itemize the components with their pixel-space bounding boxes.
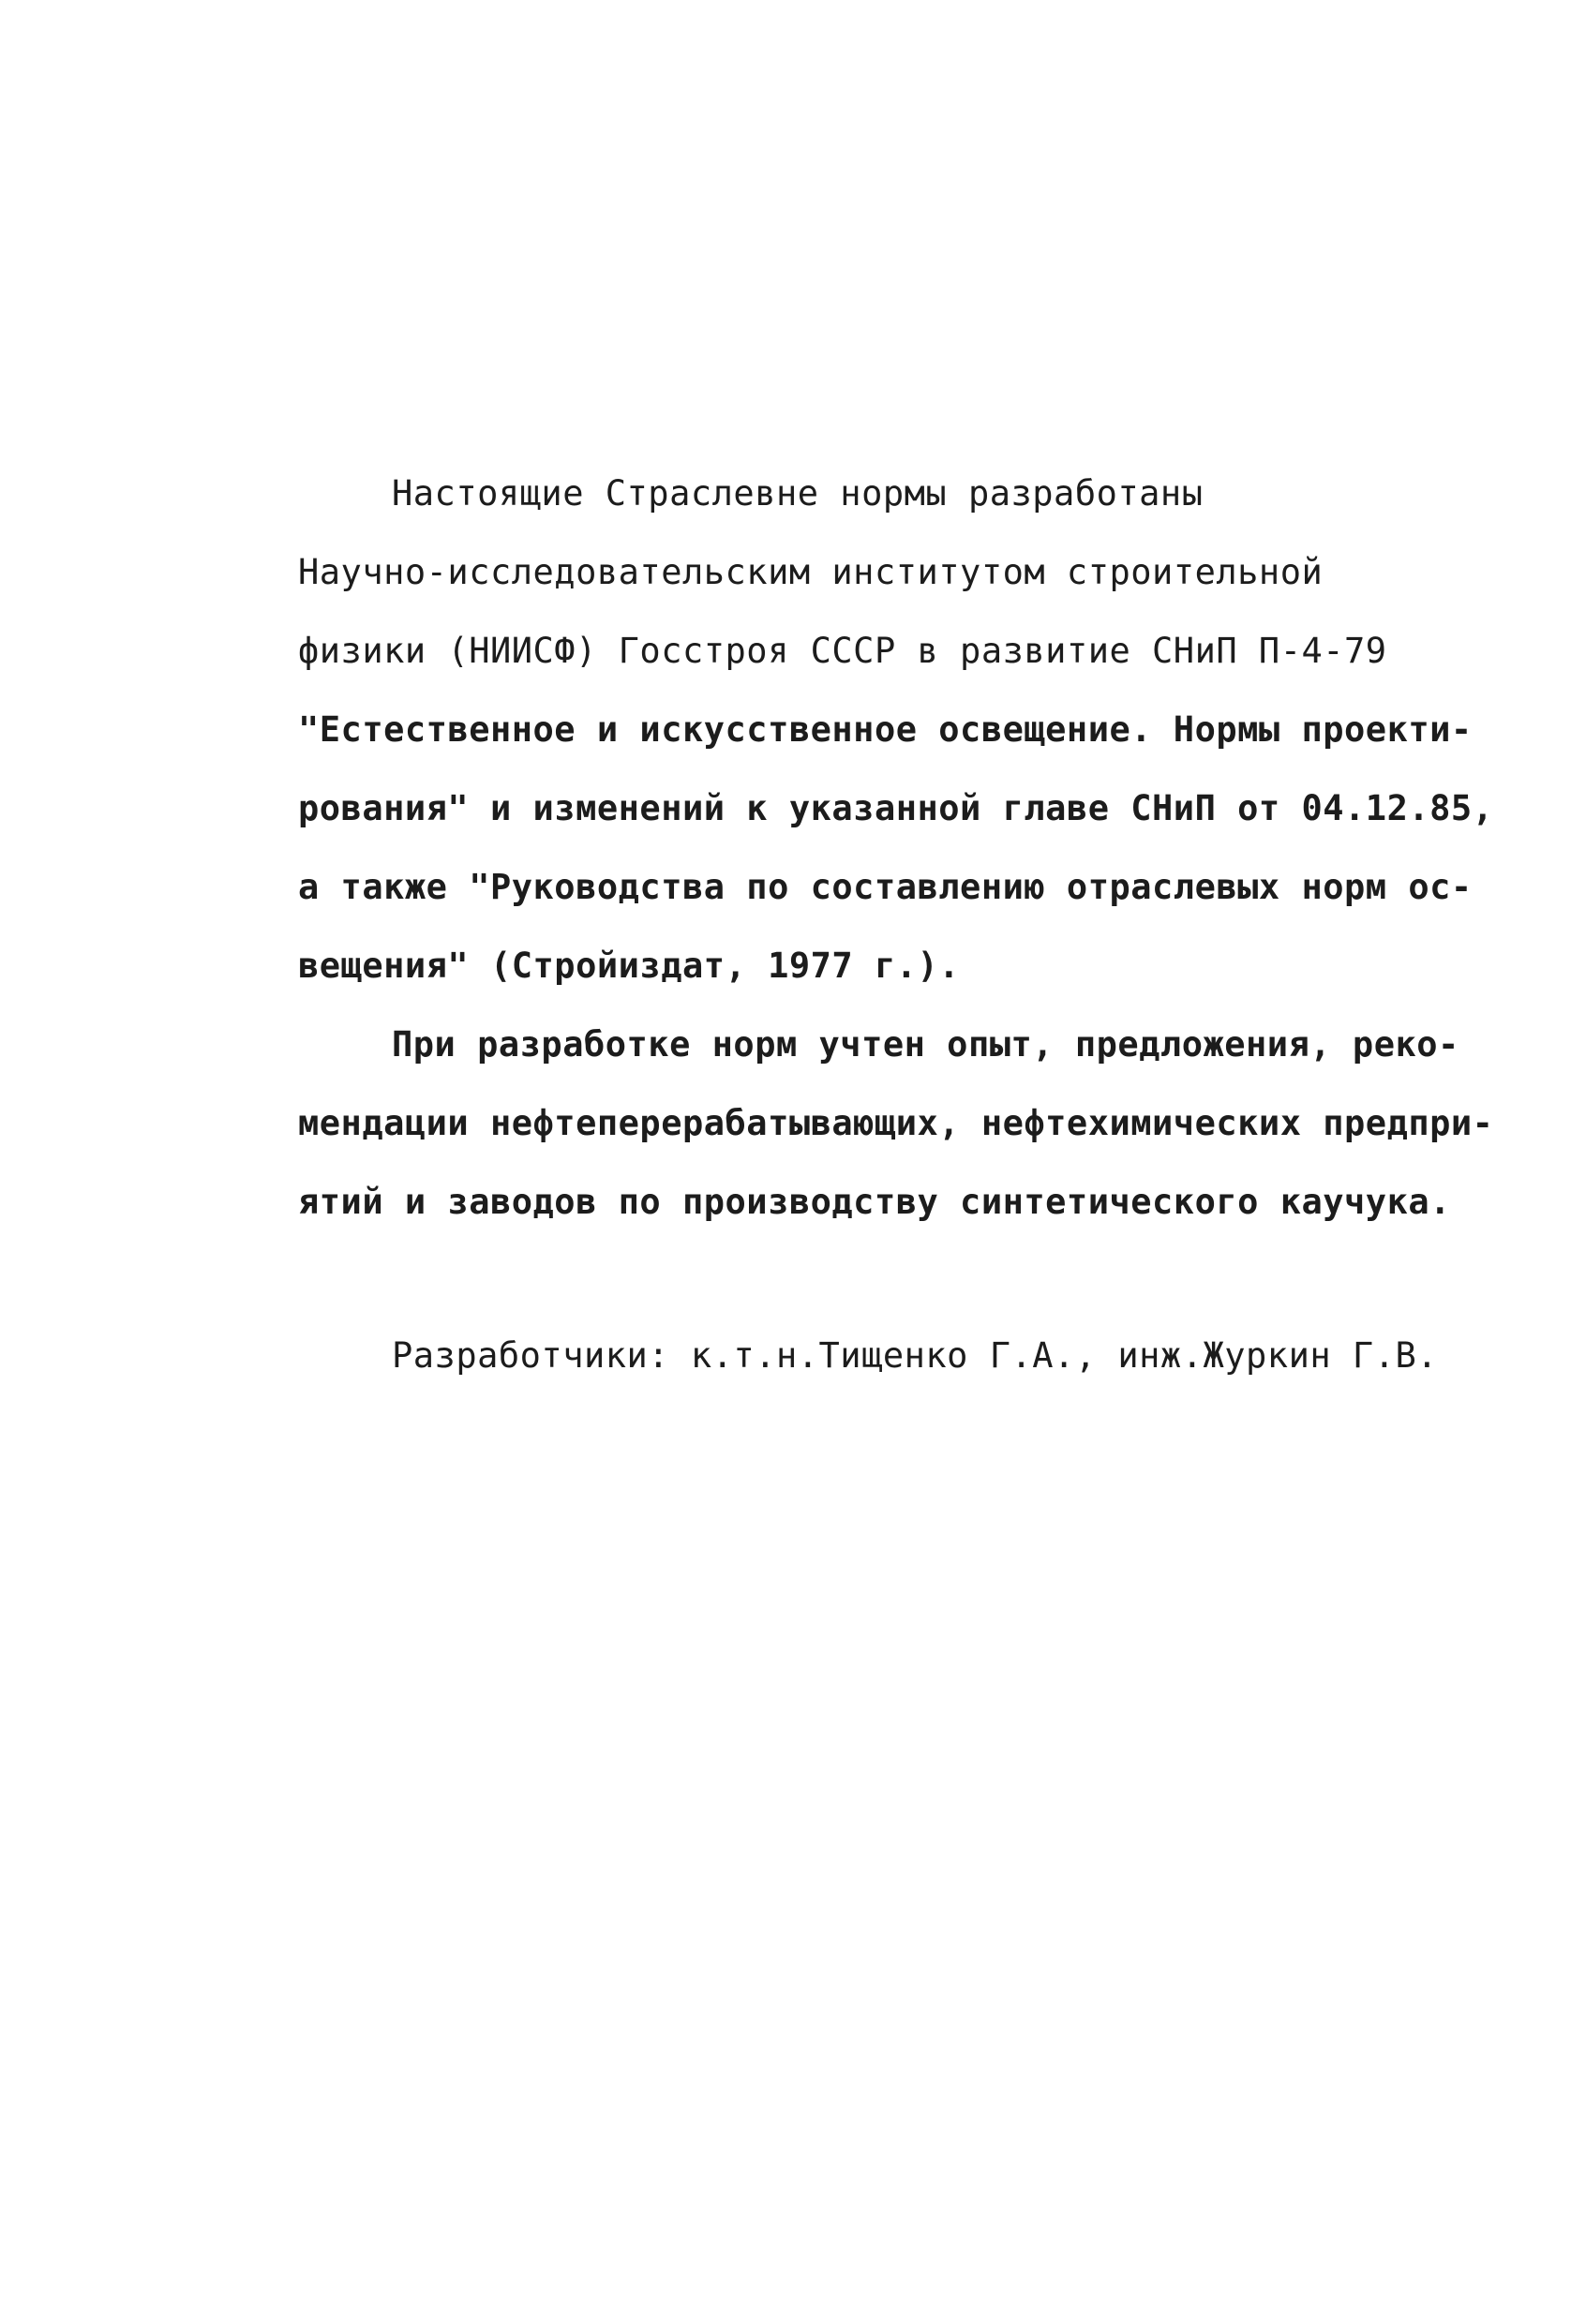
paragraph-line: мендации нефтеперерабатывающих, нефтехимических предпри-	[298, 1103, 1494, 1143]
paragraph-line: При разработке норм учтен опыт, предложения, реко-	[392, 1024, 1459, 1065]
paragraph-line: а также "Руководства по составлению отраслевых норм ос-	[298, 867, 1473, 907]
developers-line: Разработчики: к.т.н.Тищенко Г.А., инж.Журкин Г.В.	[392, 1335, 1439, 1376]
paragraph-line: вещения" (Стройиздат, 1977 г.).	[298, 946, 961, 986]
paragraph-development-info	[298, 454, 1494, 1006]
paragraph-line: ятий и заводов по производству синтетического каучука.	[298, 1182, 1451, 1222]
spacer	[298, 1242, 1376, 1317]
paragraph-line: физики (НИИСФ) Госстроя СССР в развитие СНиП П-4-79	[298, 631, 1387, 671]
document-body	[298, 454, 1494, 1395]
paragraph-line: Научно-исследовательским институтом строительной	[298, 552, 1324, 592]
paragraph-experience-info	[298, 1006, 1494, 1242]
paragraph-line: рования" и изменений к указанной главе СНиП от 04.12.85,	[298, 788, 1494, 828]
paragraph-line: "Естественное и искусственное освещение. Нормы проекти-	[298, 709, 1473, 750]
paragraph-line: Настоящие Страслевне нормы разработаны	[392, 473, 1204, 514]
